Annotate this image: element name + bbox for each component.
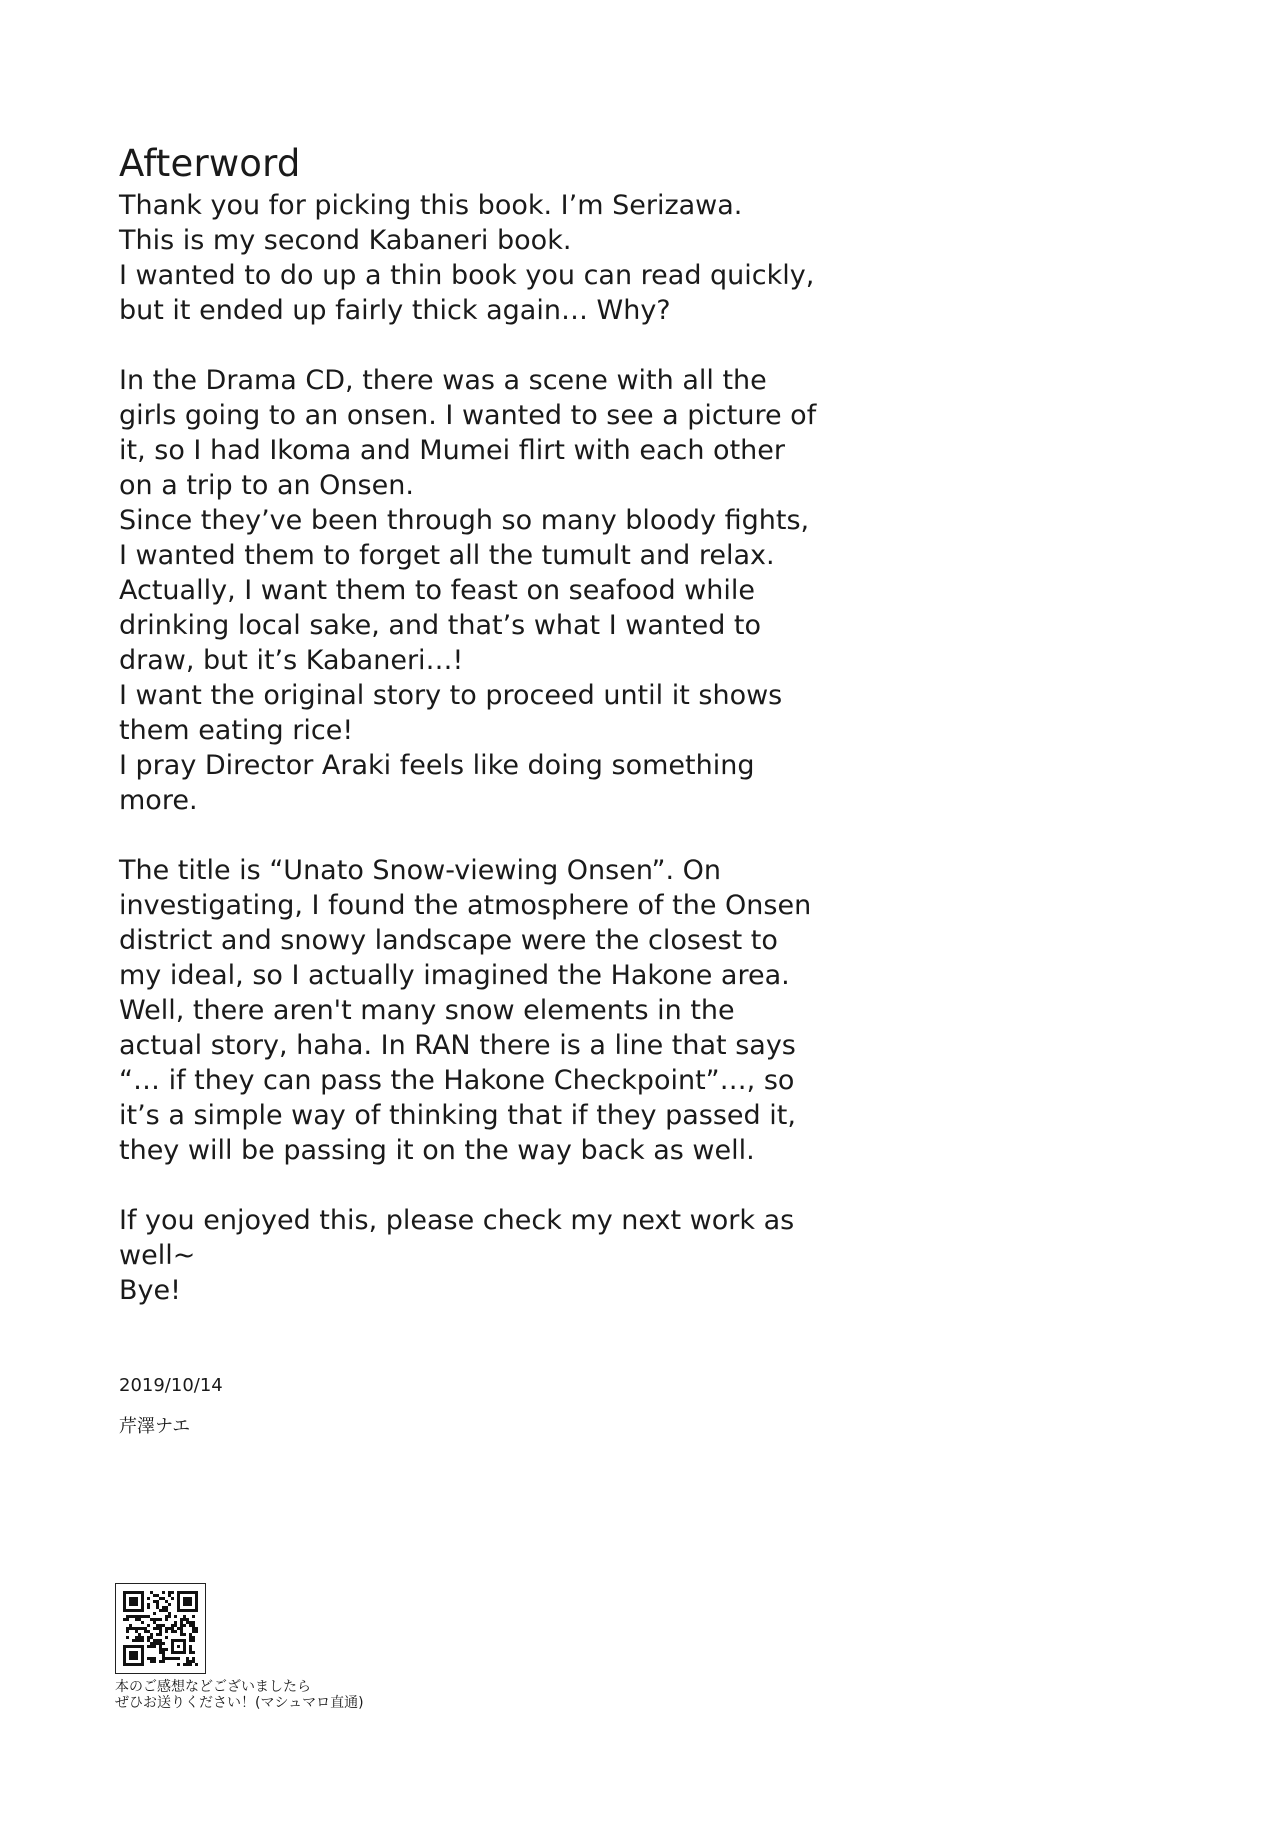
paragraph-line: district and snowy landscape were the closest to: [119, 925, 778, 956]
afterword-body: [119, 188, 839, 1308]
paragraph-gap: [119, 328, 839, 363]
paragraph-line: I wanted them to forget all the tumult and relax.: [119, 540, 775, 571]
paragraph-line: but it ended up fairly thick again… Why?: [119, 295, 671, 326]
paragraph-line: Actually, I want them to feast on seafood while: [119, 575, 755, 606]
paragraph-line: I wanted to do up a thin book you can read quickly,: [119, 260, 815, 291]
paragraph-line: Bye!: [119, 1275, 181, 1306]
qr-caption: [115, 1679, 364, 1711]
paragraph-line: them eating rice!: [119, 715, 354, 746]
paragraph-line: actual story, haha. In RAN there is a line that says: [119, 1030, 796, 1061]
paragraph-line: investigating, I found the atmosphere of the Onsen: [119, 890, 812, 921]
paragraph-line: they will be passing it on the way back as well.: [119, 1135, 755, 1166]
page-title: Afterword: [119, 142, 301, 185]
qr-caption-line: ぜひお送りください！(マシュマロ直通): [115, 1695, 364, 1711]
paragraph-line: Well, there aren't many snow elements in the: [119, 995, 735, 1026]
paragraph-line: I pray Director Araki feels like doing something: [119, 750, 755, 781]
paragraph-line: Thank you for picking this book. I’m Serizawa.: [119, 190, 743, 221]
paragraph-line: In the Drama CD, there was a scene with all the: [119, 365, 767, 396]
paragraph-line: drinking local sake, and that’s what I wanted to: [119, 610, 762, 641]
paragraph-line: girls going to an onsen. I wanted to see a picture of: [119, 400, 817, 431]
date: 2019/10/14: [119, 1375, 223, 1396]
paragraph-line: it, so I had Ikoma and Mumei flirt with each other: [119, 435, 785, 466]
paragraph-line: I want the original story to proceed until it shows: [119, 680, 783, 711]
paragraph-line: my ideal, so I actually imagined the Hakone area.: [119, 960, 790, 991]
paragraph-line: on a trip to an Onsen.: [119, 470, 414, 501]
paragraph-gap: [119, 818, 839, 853]
paragraph-line: more.: [119, 785, 198, 816]
paragraph-line: This is my second Kabaneri book.: [119, 225, 572, 256]
paragraph-line: it’s a simple way of thinking that if they passed it,: [119, 1100, 796, 1131]
paragraph-line: The title is “Unato Snow-viewing Onsen”. On: [119, 855, 721, 886]
paragraph-line: well~: [119, 1240, 196, 1271]
paragraph-gap: [119, 1168, 839, 1203]
paragraph-line: If you enjoyed this, please check my next work as: [119, 1205, 795, 1236]
paragraph-line: Since they’ve been through so many bloody fights,: [119, 505, 810, 536]
qr-caption-line: 本のご感想などございましたら: [115, 1679, 311, 1695]
author-signature: 芹澤ナエ: [119, 1416, 191, 1437]
paragraph-line: draw, but it’s Kabaneri…!: [119, 645, 464, 676]
qr-code-icon[interactable]: [115, 1583, 206, 1674]
paragraph-line: “… if they can pass the Hakone Checkpoint”…, so: [119, 1065, 795, 1096]
